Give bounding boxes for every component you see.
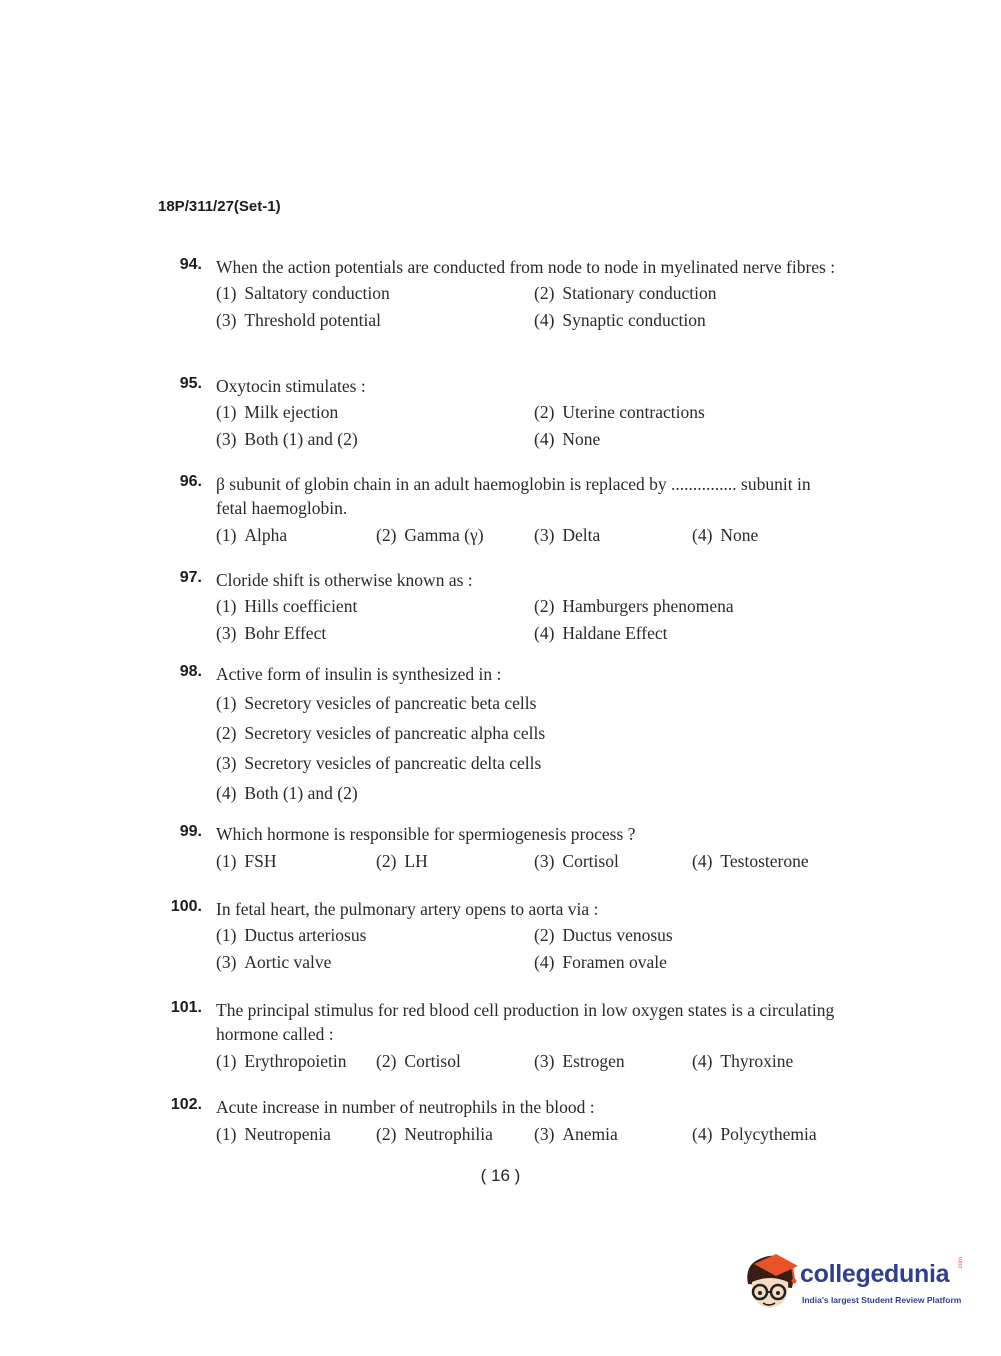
question-number: 102.	[170, 1096, 202, 1113]
option-4: (4) Both (1) and (2)	[216, 783, 358, 803]
question-number: 96.	[179, 473, 202, 490]
options	[216, 1049, 838, 1073]
question-101	[160, 998, 850, 1073]
question-94	[160, 255, 850, 332]
question-number: 97.	[179, 569, 202, 586]
option-3: (3) Secretory vesicles of pancreatic delta cells	[216, 753, 542, 773]
option-2: (2) LH	[376, 851, 428, 871]
question-text: Oxytocin stimulates :	[216, 376, 366, 396]
option-3: (3) Cortisol	[534, 851, 619, 871]
option-1: (1) Alpha	[216, 525, 288, 545]
option-3: (3) Delta	[534, 525, 601, 545]
question-102	[160, 1095, 850, 1146]
options	[216, 523, 838, 547]
option-1: (1) Saltatory conduction	[216, 283, 390, 303]
option-4: (4) Foramen ovale	[534, 952, 667, 972]
question-number: 98.	[179, 663, 202, 680]
option-2: (2) Uterine contractions	[534, 402, 705, 422]
option-3: (3) Aortic valve	[216, 952, 332, 972]
option-1: (1) FSH	[216, 851, 277, 871]
question-96	[160, 472, 850, 547]
option-2: (2) Secretory vesicles of pancreatic alpha cells	[216, 723, 546, 743]
question-text: Which hormone is responsible for spermiogenesis process ?	[216, 824, 636, 844]
option-2: (2) Hamburgers phenomena	[534, 596, 734, 616]
options	[216, 281, 838, 332]
question-text: Active form of insulin is synthesized in :	[216, 664, 502, 684]
option-4: (4) Polycythemia	[692, 1124, 817, 1144]
option-1: (1) Ductus arteriosus	[216, 925, 367, 945]
question-number: 100.	[170, 898, 202, 915]
option-4: (4) Synaptic conduction	[534, 310, 706, 330]
question-100	[160, 897, 850, 974]
options	[216, 594, 838, 645]
question-text: Cloride shift is otherwise known as :	[216, 570, 473, 590]
option-3: (3) Bohr Effect	[216, 623, 327, 643]
question-text: β subunit of globin chain in an adult haemoglobin is replaced by ............... subunit in fetal haemoglobin.	[216, 474, 811, 518]
page-number: ( 16 )	[480, 1166, 521, 1185]
options	[216, 1122, 838, 1146]
option-4: (4) Haldane Effect	[534, 623, 668, 643]
option-2: (2) Gamma (γ)	[376, 525, 484, 545]
options	[216, 691, 838, 805]
options	[216, 849, 838, 873]
option-2: (2) Cortisol	[376, 1051, 461, 1071]
option-2: (2) Neutrophilia	[376, 1124, 493, 1144]
mascot-icon	[742, 1250, 798, 1312]
option-3: (3) Both (1) and (2)	[216, 429, 358, 449]
option-3: (3) Threshold potential	[216, 310, 381, 330]
question-number: 95.	[179, 375, 202, 392]
options	[216, 923, 838, 974]
option-4: (4) Thyroxine	[692, 1051, 794, 1071]
question-number: 99.	[179, 823, 202, 840]
option-1: (1) Erythropoietin	[216, 1051, 347, 1071]
option-1: (1) Secretory vesicles of pancreatic beta cells	[216, 693, 537, 713]
question-text: In fetal heart, the pulmonary artery opens to aorta via :	[216, 899, 599, 919]
question-text: Acute increase in number of neutrophils in the blood :	[216, 1097, 595, 1117]
collegedunia-logo	[742, 1250, 972, 1314]
option-2: (2) Stationary conduction	[534, 283, 717, 303]
logo-wordmark: collegedunia	[800, 1260, 950, 1288]
question-number: 94.	[179, 256, 202, 273]
options	[216, 400, 838, 451]
option-2: (2) Ductus venosus	[534, 925, 673, 945]
logo-domain-suffix: .com	[958, 1256, 964, 1270]
logo-tagline: India's largest Student Review Platform	[802, 1295, 962, 1305]
question-text: When the action potentials are conducted from node to node in myelinated nerve fibres :	[216, 257, 836, 277]
question-98	[160, 662, 850, 811]
option-4: (4) None	[692, 525, 759, 545]
paper-code: 18P/311/27(Set-1)	[158, 198, 281, 215]
option-3: (3) Estrogen	[534, 1051, 625, 1071]
question-99	[160, 822, 850, 873]
question-text: The principal stimulus for red blood cell production in low oxygen states is a circulating hormone called :	[216, 1000, 835, 1044]
question-97	[160, 568, 850, 645]
option-1: (1) Milk ejection	[216, 402, 339, 422]
option-4: (4) Testosterone	[692, 851, 809, 871]
question-95	[160, 374, 850, 451]
option-4: (4) None	[534, 429, 601, 449]
option-1: (1) Neutropenia	[216, 1124, 331, 1144]
option-3: (3) Anemia	[534, 1124, 618, 1144]
question-number: 101.	[170, 999, 202, 1016]
option-1: (1) Hills coefficient	[216, 596, 358, 616]
